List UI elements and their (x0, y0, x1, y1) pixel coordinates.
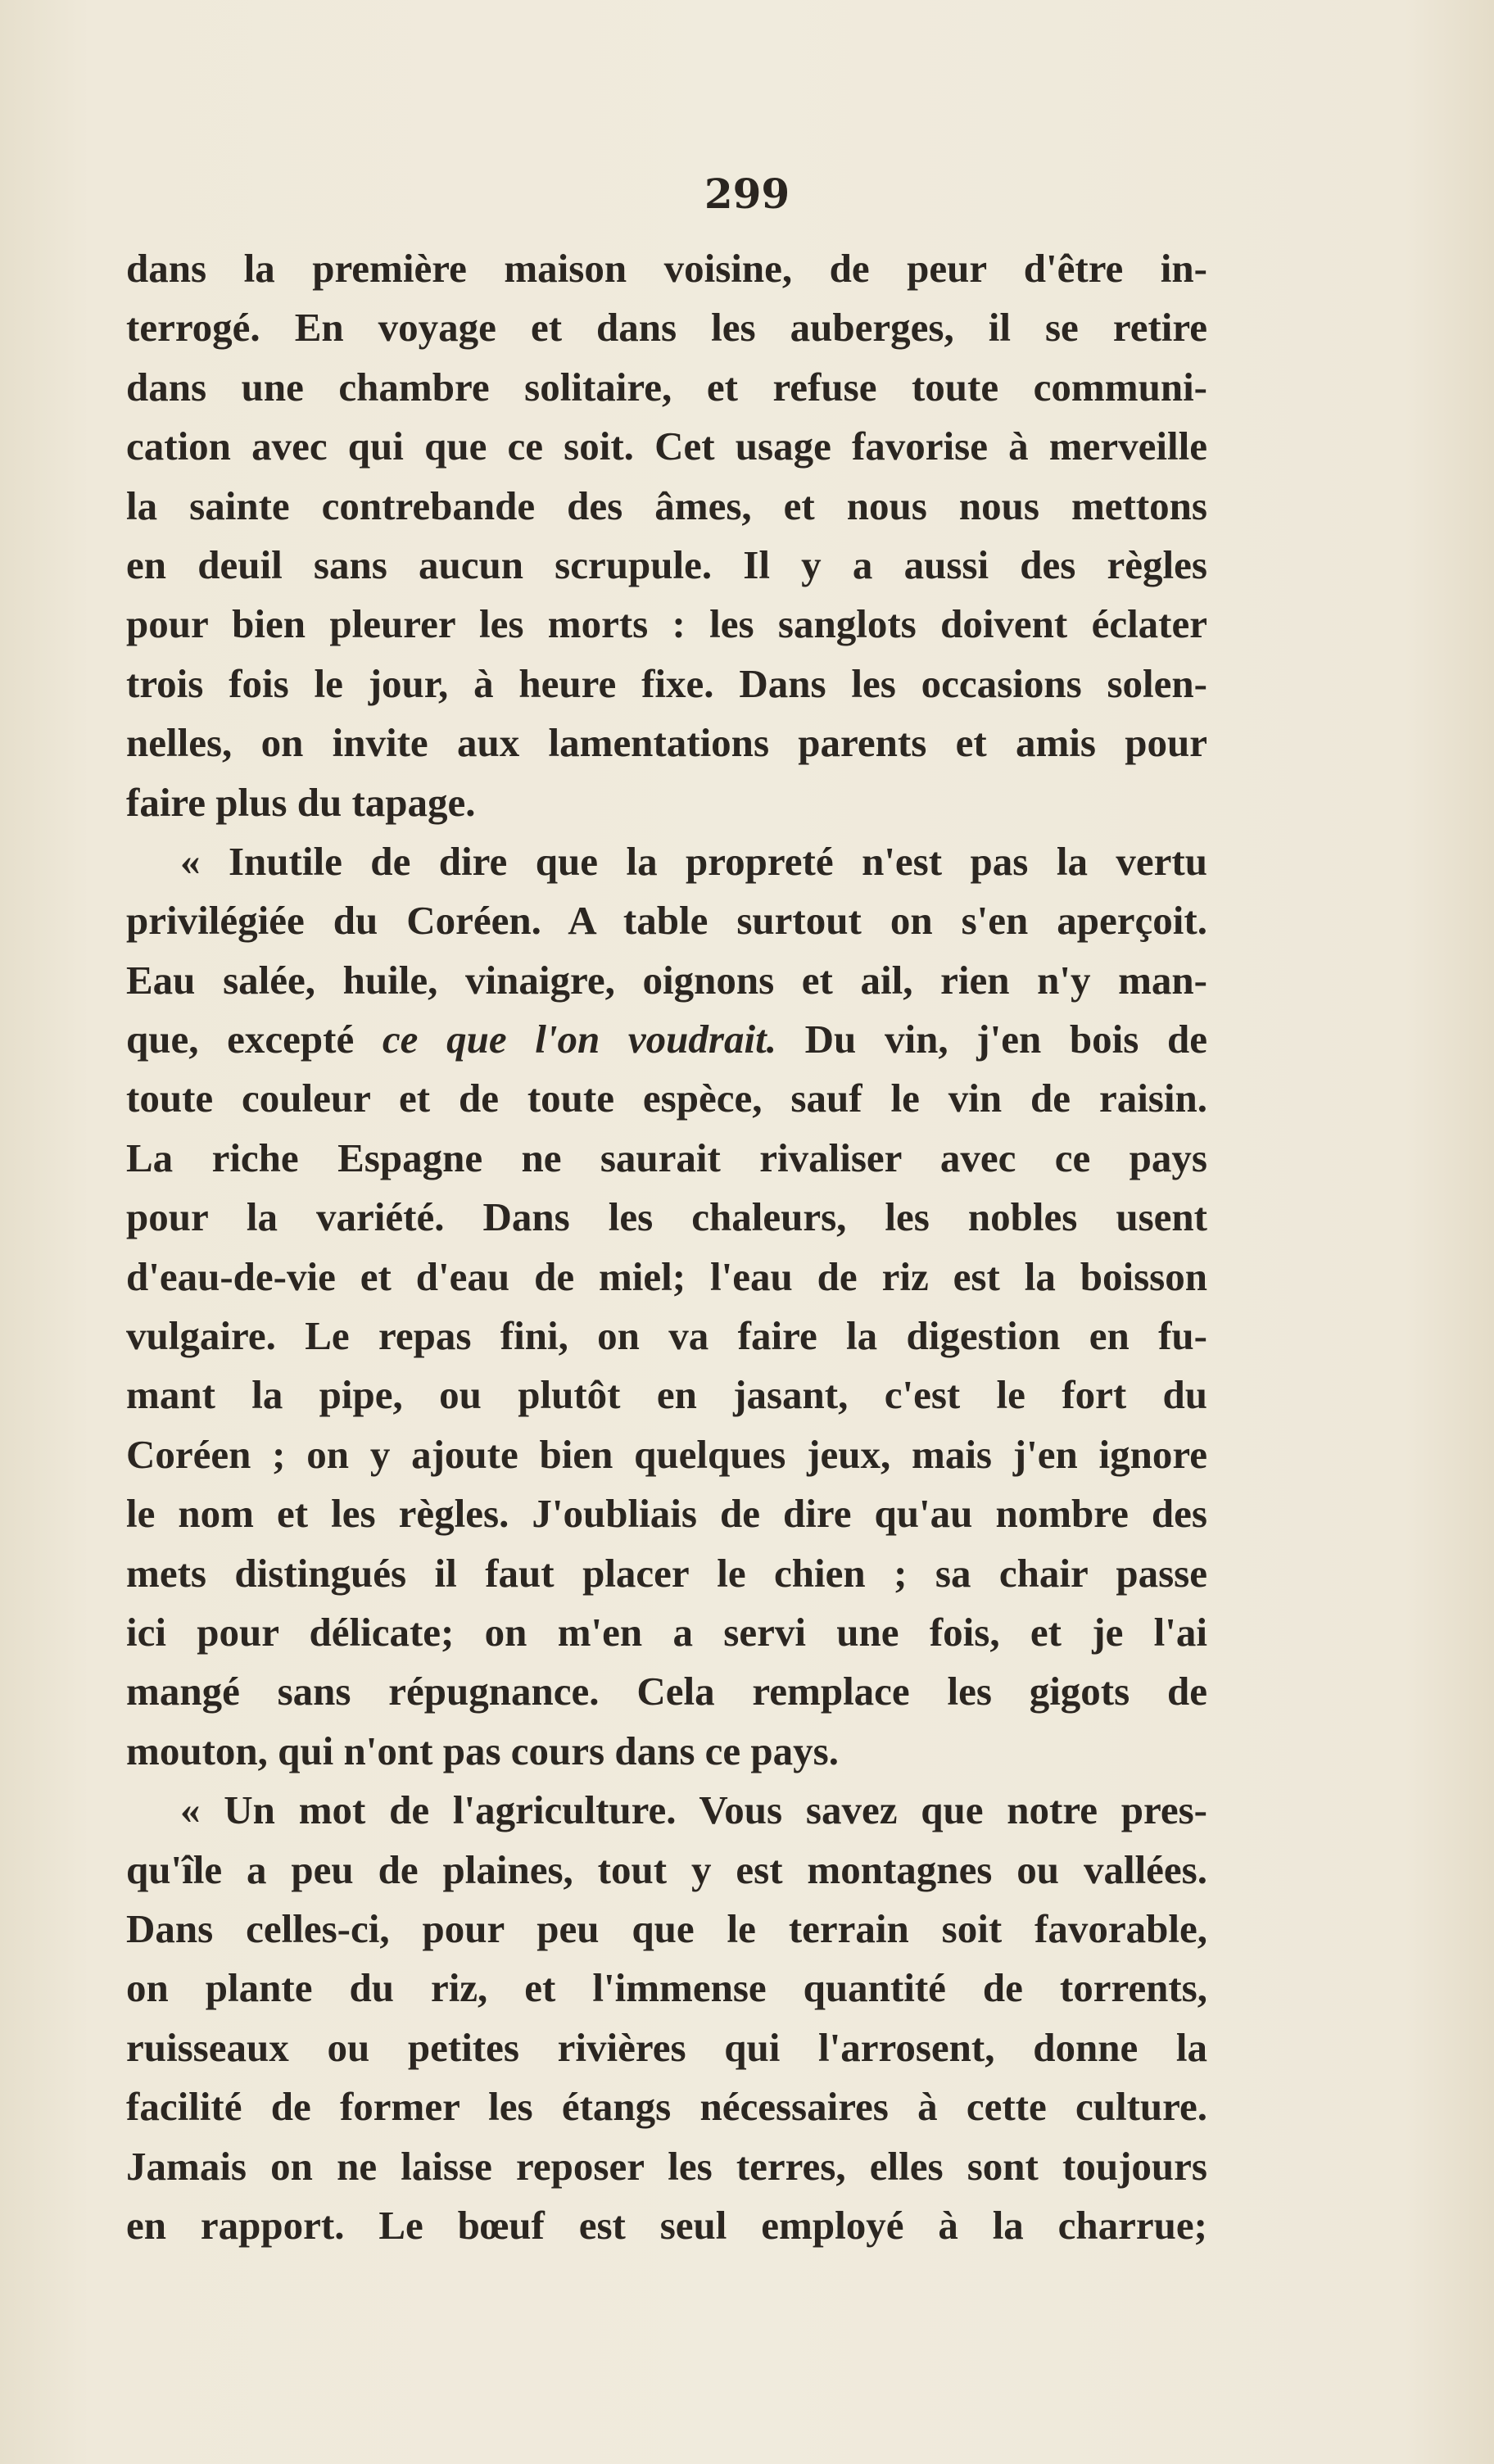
text-line: mets distingués il faut placer le chien ; sa chair passe (126, 1550, 1207, 1596)
text-line: pour bien pleurer les morts : les sanglots doivent éclater (126, 601, 1207, 647)
text-line: Dans celles-ci, pour peu que le terrain soit favorable, (126, 1905, 1207, 1951)
paragraph-start-line: « Un mot de l'agriculture. Vous savez que notre pres- (180, 1787, 1207, 1833)
text-line: ruisseaux ou petites rivières qui l'arrosent, donne la (126, 2024, 1207, 2070)
text-line: le nom et les règles. J'oubliais de dire qu'au nombre des (126, 1491, 1207, 1537)
text-line: faire plus du tapage. (126, 779, 476, 825)
text-line: en deuil sans aucun scrupule. Il y a aussi des règles (126, 541, 1207, 587)
text-line: qu'île a peu de plaines, tout y est montagnes ou vallées. (126, 1846, 1207, 1892)
text-line: nelles, on invite aux lamentations parents et amis pour (126, 720, 1207, 766)
text-line: toute couleur et de toute espèce, sauf le vin de raisin. (126, 1076, 1207, 1121)
text-line: pour la variété. Dans les chaleurs, les nobles usent (126, 1194, 1207, 1240)
italic-phrase: ce que l'on voudrait. (382, 1017, 776, 1062)
text-line: mant la pipe, ou plutôt en jasant, c'est le fort du (126, 1372, 1207, 1418)
text-line: Eau salée, huile, vinaigre, oignons et ail, rien n'y man- (126, 957, 1207, 1003)
text-line: dans la première maison voisine, de peur d'être in- (126, 246, 1207, 291)
text-line: trois fois le jour, à heure fixe. Dans les occasions solen- (126, 660, 1207, 706)
text-line: facilité de former les étangs nécessaires à cette culture. (126, 2084, 1207, 2130)
text-line: Coréen ; on y ajoute bien quelques jeux, mais j'en ignore (126, 1431, 1207, 1477)
text-line: mangé sans répugnance. Cela remplace les gigots de (126, 1669, 1207, 1714)
body-text (126, 239, 1207, 2255)
text-line: mouton, qui n'ont pas cours dans ce pays. (126, 1728, 839, 1773)
text-line: vulgaire. Le repas fini, on va faire la digestion en fu- (126, 1313, 1207, 1359)
text-line: privilégiée du Coréen. A table surtout on s'en aperçoit. (126, 898, 1207, 944)
text-line: ici pour délicate; on m'en a servi une fois, et je l'ai (126, 1609, 1207, 1655)
text-line: cation avec qui que ce soit. Cet usage favorise à merveille (126, 424, 1207, 469)
text-line-with-italic (126, 1010, 1207, 1069)
text-line: dans une chambre solitaire, et refuse toute communi- (126, 364, 1207, 410)
page-number: 299 (704, 170, 790, 218)
text-segment: Du vin, j'en bois de (776, 1017, 1207, 1062)
paragraph-start-line: « Inutile de dire que la propreté n'est pas la vertu (180, 838, 1207, 884)
text-line: terrogé. En voyage et dans les auberges, il se retire (126, 305, 1207, 351)
text-line: on plante du riz, et l'immense quantité de torrents, (126, 1965, 1207, 2011)
text-segment: que, excepté (126, 1017, 383, 1062)
text-line: d'eau-de-vie et d'eau de miel; l'eau de riz est la boisson (126, 1253, 1207, 1299)
text-line: La riche Espagne ne saurait rivaliser avec ce pays (126, 1135, 1207, 1180)
text-line: Jamais on ne laisse reposer les terres, elles sont toujours (126, 2143, 1207, 2189)
text-line: en rapport. Le bœuf est seul employé à la charrue; (126, 2202, 1207, 2248)
text-line: la sainte contrebande des âmes, et nous nous mettons (126, 482, 1207, 528)
